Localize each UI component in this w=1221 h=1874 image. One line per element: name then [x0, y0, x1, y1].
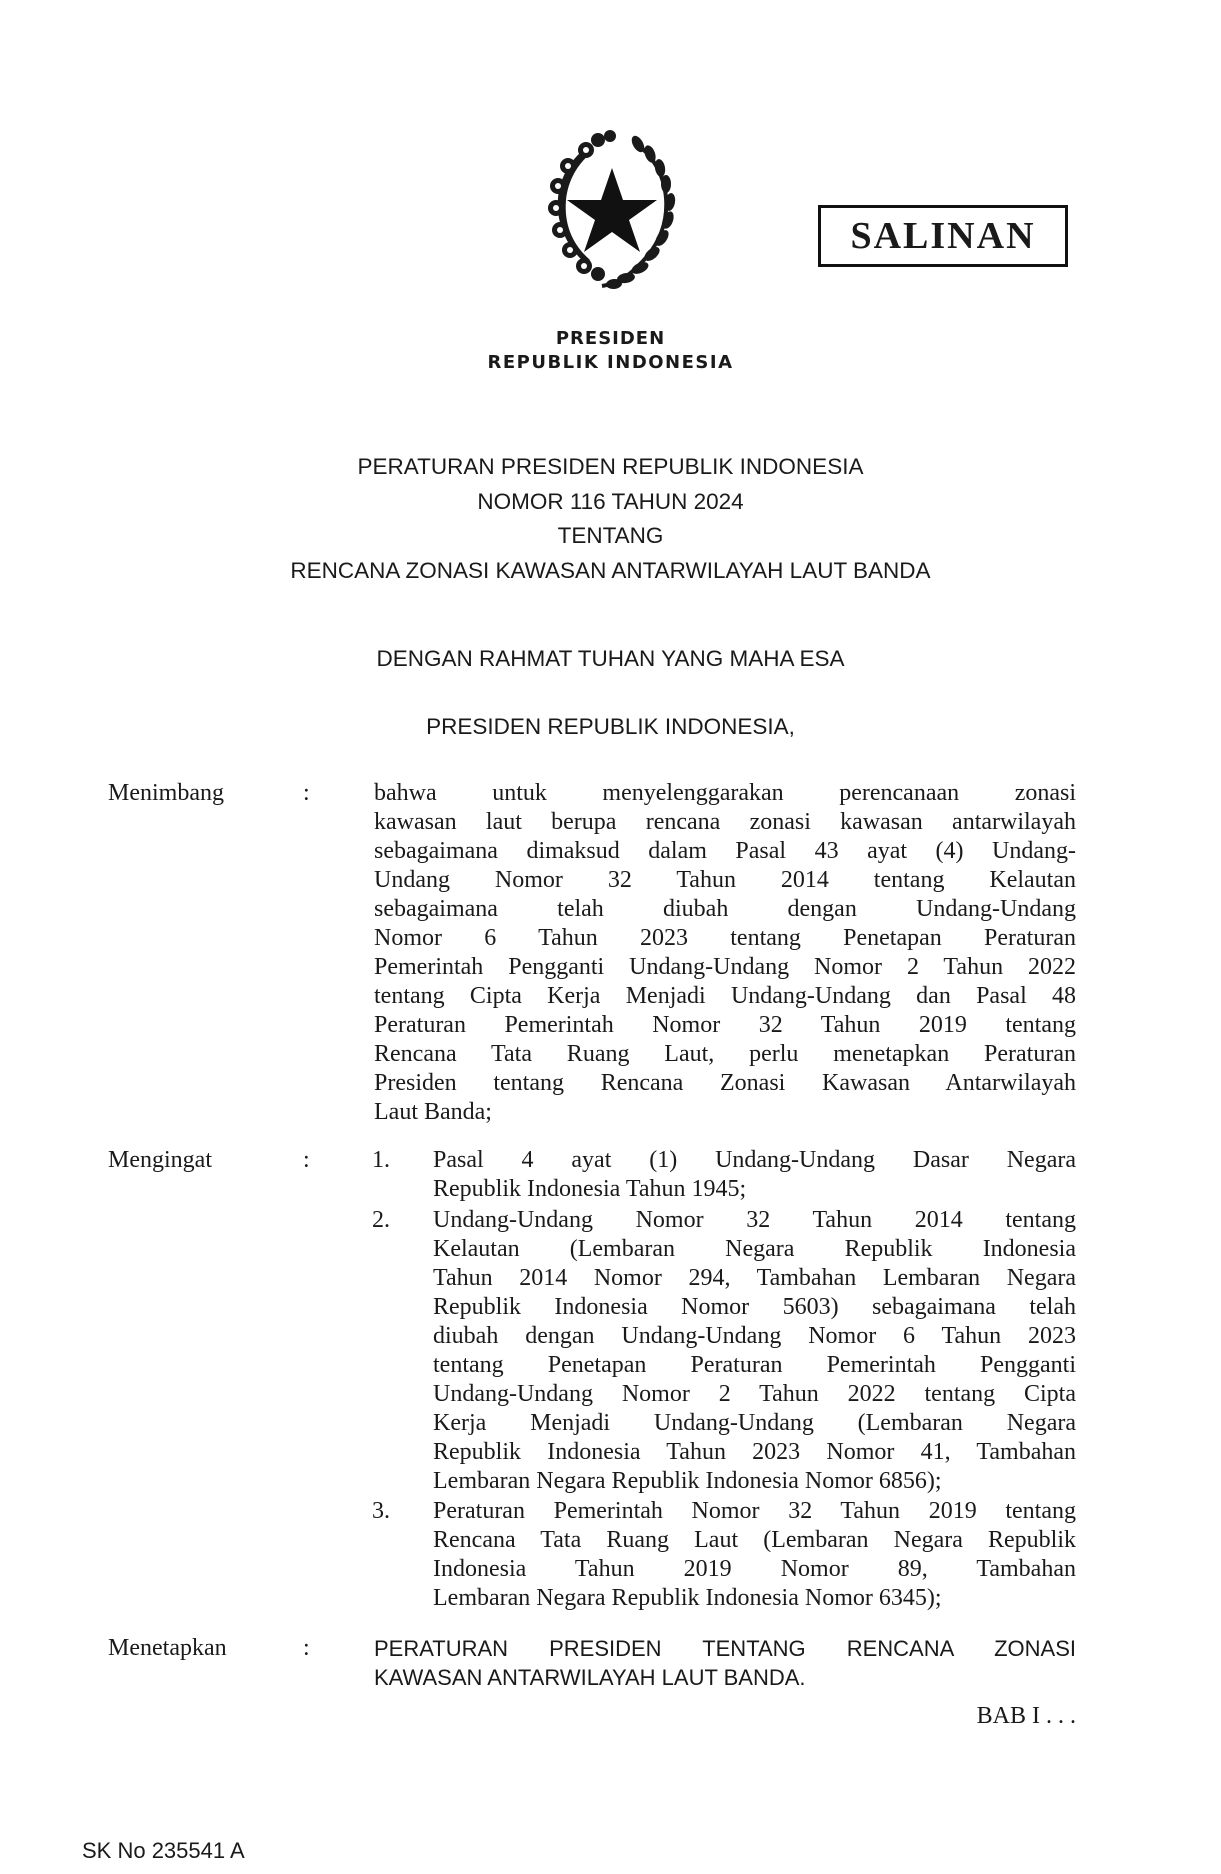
mengingat-label: Mengingat	[108, 1147, 212, 1173]
office-title-line-1: PRESIDEN	[555, 328, 666, 349]
text-line: Undang-Undang Nomor 32 Tahun 2014 tentang	[433, 1207, 1076, 1233]
text-line: kawasan laut berupa rencana zonasi kawasan antarwilayah	[374, 809, 1076, 835]
title-line-2: NOMOR 116 TAHUN 2024	[477, 488, 744, 514]
text-line: Indonesia Tahun 2019 Nomor 89, Tambahan	[433, 1556, 1076, 1582]
text-line: Rencana Tata Ruang Laut (Lembaran Negara Republik	[433, 1527, 1076, 1553]
document-code: SK No 235541 A	[82, 1838, 245, 1863]
text-line: Republik Indonesia Tahun 2023 Nomor 41, Tambahan	[433, 1439, 1076, 1465]
document-title	[0, 450, 1221, 588]
text-line: PERATURAN PRESIDEN TENTANG RENCANA ZONASI	[374, 1636, 1076, 1661]
menimbang-colon: :	[303, 780, 310, 806]
menetapkan-colon: :	[303, 1635, 310, 1661]
text-line: Presiden tentang Rencana Zonasi Kawasan Antarwilayah	[374, 1070, 1076, 1096]
text-line: Lembaran Negara Republik Indonesia Nomor 6856);	[433, 1468, 942, 1494]
text-line: Republik Indonesia Nomor 5603) sebagaimana telah	[433, 1294, 1076, 1320]
title-line-1: PERATURAN PRESIDEN REPUBLIK INDONESIA	[357, 454, 864, 479]
mengingat-item-3	[433, 1497, 1076, 1613]
text-line: KAWASAN ANTARWILAYAH LAUT BANDA.	[374, 1665, 806, 1690]
garuda-star-emblem-icon	[528, 128, 690, 298]
menimbang-label: Menimbang	[108, 780, 224, 806]
menimbang-text	[374, 779, 1076, 1127]
list-item-number: 3.	[372, 1498, 390, 1524]
text-line: Peraturan Pemerintah Nomor 32 Tahun 2019 tentang	[374, 1012, 1076, 1038]
text-line: Peraturan Pemerintah Nomor 32 Tahun 2019 tentang	[433, 1498, 1076, 1524]
text-line: Undang-Undang Nomor 2 Tahun 2022 tentang Cipta	[433, 1381, 1076, 1407]
text-line: Tahun 2014 Nomor 294, Tambahan Lembaran Negara	[433, 1265, 1076, 1291]
text-line: tentang Penetapan Peraturan Pemerintah Pengganti	[433, 1352, 1076, 1378]
title-line-4: RENCANA ZONASI KAWASAN ANTARWILAYAH LAUT BANDA	[290, 557, 931, 583]
text-line: Undang Nomor 32 Tahun 2014 tentang Kelautan	[374, 867, 1076, 893]
office-title-line-2: REPUBLIK INDONESIA	[487, 352, 734, 373]
text-line: tentang Cipta Kerja Menjadi Undang-Undang dan Pasal 48	[374, 983, 1076, 1009]
text-line: Pemerintah Pengganti Undang-Undang Nomor 2 Tahun 2022	[374, 954, 1076, 980]
text-line: Laut Banda;	[374, 1099, 492, 1125]
salinan-stamp: SALINAN	[818, 205, 1068, 267]
text-line: diubah dengan Undang-Undang Nomor 6 Tahun 2023	[433, 1323, 1076, 1349]
title-line-3: TENTANG	[557, 523, 664, 548]
list-item-number: 2.	[372, 1207, 390, 1233]
mengingat-colon: :	[303, 1147, 310, 1173]
text-line: Nomor 6 Tahun 2023 tentang Penetapan Peraturan	[374, 925, 1076, 951]
text-line: Rencana Tata Ruang Laut, perlu menetapkan Peraturan	[374, 1041, 1076, 1067]
text-line: Kelautan (Lembaran Negara Republik Indonesia	[433, 1236, 1076, 1262]
mengingat-item-2	[433, 1206, 1076, 1496]
menetapkan-text	[374, 1634, 1076, 1692]
list-item-number: 1.	[372, 1147, 390, 1173]
text-line: Lembaran Negara Republik Indonesia Nomor 6345);	[433, 1585, 942, 1611]
page-continuation: BAB I . . .	[976, 1703, 1076, 1729]
authority-line: PRESIDEN REPUBLIK INDONESIA,	[426, 714, 795, 739]
mengingat-item-1	[433, 1146, 1076, 1204]
text-line: sebagaimana dimaksud dalam Pasal 43 ayat (4) Undang-	[374, 838, 1076, 864]
text-line: Kerja Menjadi Undang-Undang (Lembaran Negara	[433, 1410, 1076, 1436]
text-line: Pasal 4 ayat (1) Undang-Undang Dasar Negara	[433, 1147, 1076, 1173]
menetapkan-label: Menetapkan	[108, 1635, 227, 1661]
text-line: bahwa untuk menyelenggarakan perencanaan zonasi	[374, 780, 1076, 806]
text-line: sebagaimana telah diubah dengan Undang-Undang	[374, 896, 1076, 922]
text-line: Republik Indonesia Tahun 1945;	[433, 1176, 747, 1202]
blessing-line: DENGAN RAHMAT TUHAN YANG MAHA ESA	[376, 646, 845, 671]
